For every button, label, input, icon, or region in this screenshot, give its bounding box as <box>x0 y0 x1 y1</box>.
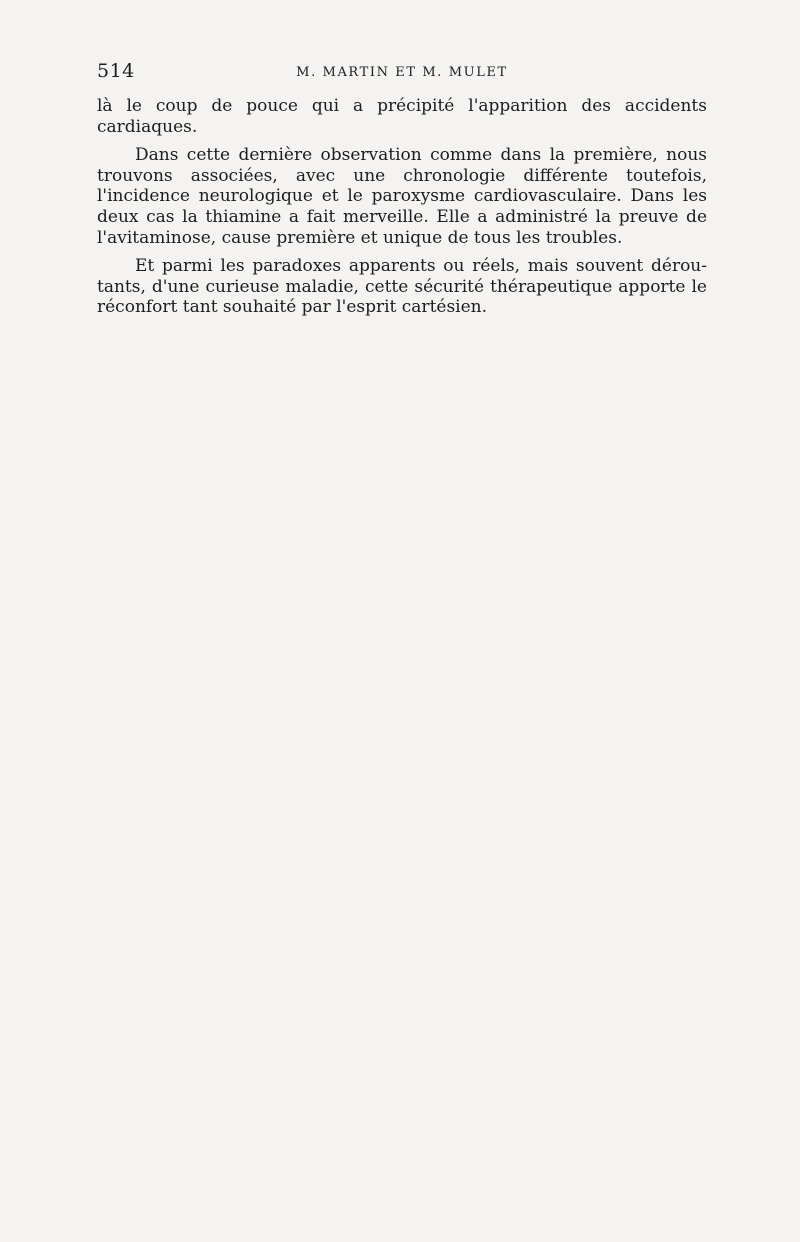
text-line: cardiaques. <box>97 116 198 137</box>
text-line: Et parmi les paradoxes apparents ou réels, mais souvent dérou- <box>135 256 707 277</box>
paragraph-2 <box>97 145 707 248</box>
text-line: trouvons associées, avec une chronologie différente toutefois, <box>97 165 707 186</box>
text-line: réconfort tant souhaité par l'esprit cartésien. <box>97 297 488 318</box>
running-head: M. MARTIN ET M. MULET <box>296 65 508 80</box>
paragraph-1 <box>97 96 707 137</box>
text-line: tants, d'une curieuse maladie, cette sécurité thérapeutique apporte le <box>97 276 707 297</box>
page-number: 514 <box>97 60 135 82</box>
body-text <box>97 96 707 326</box>
text-line: là le coup de pouce qui a précipité l'apparition des accidents <box>97 96 707 116</box>
paragraph-3 <box>97 256 707 318</box>
text-line: deux cas la thiamine a fait merveille. Elle a administré la preuve de <box>97 206 707 227</box>
page-header <box>97 58 707 84</box>
text-line: Dans cette dernière observation comme dans la première, nous <box>135 145 707 166</box>
text-line: l'incidence neurologique et le paroxysme cardiovasculaire. Dans les <box>97 186 707 207</box>
text-line: l'avitaminose, cause première et unique de tous les troubles. <box>97 227 623 248</box>
